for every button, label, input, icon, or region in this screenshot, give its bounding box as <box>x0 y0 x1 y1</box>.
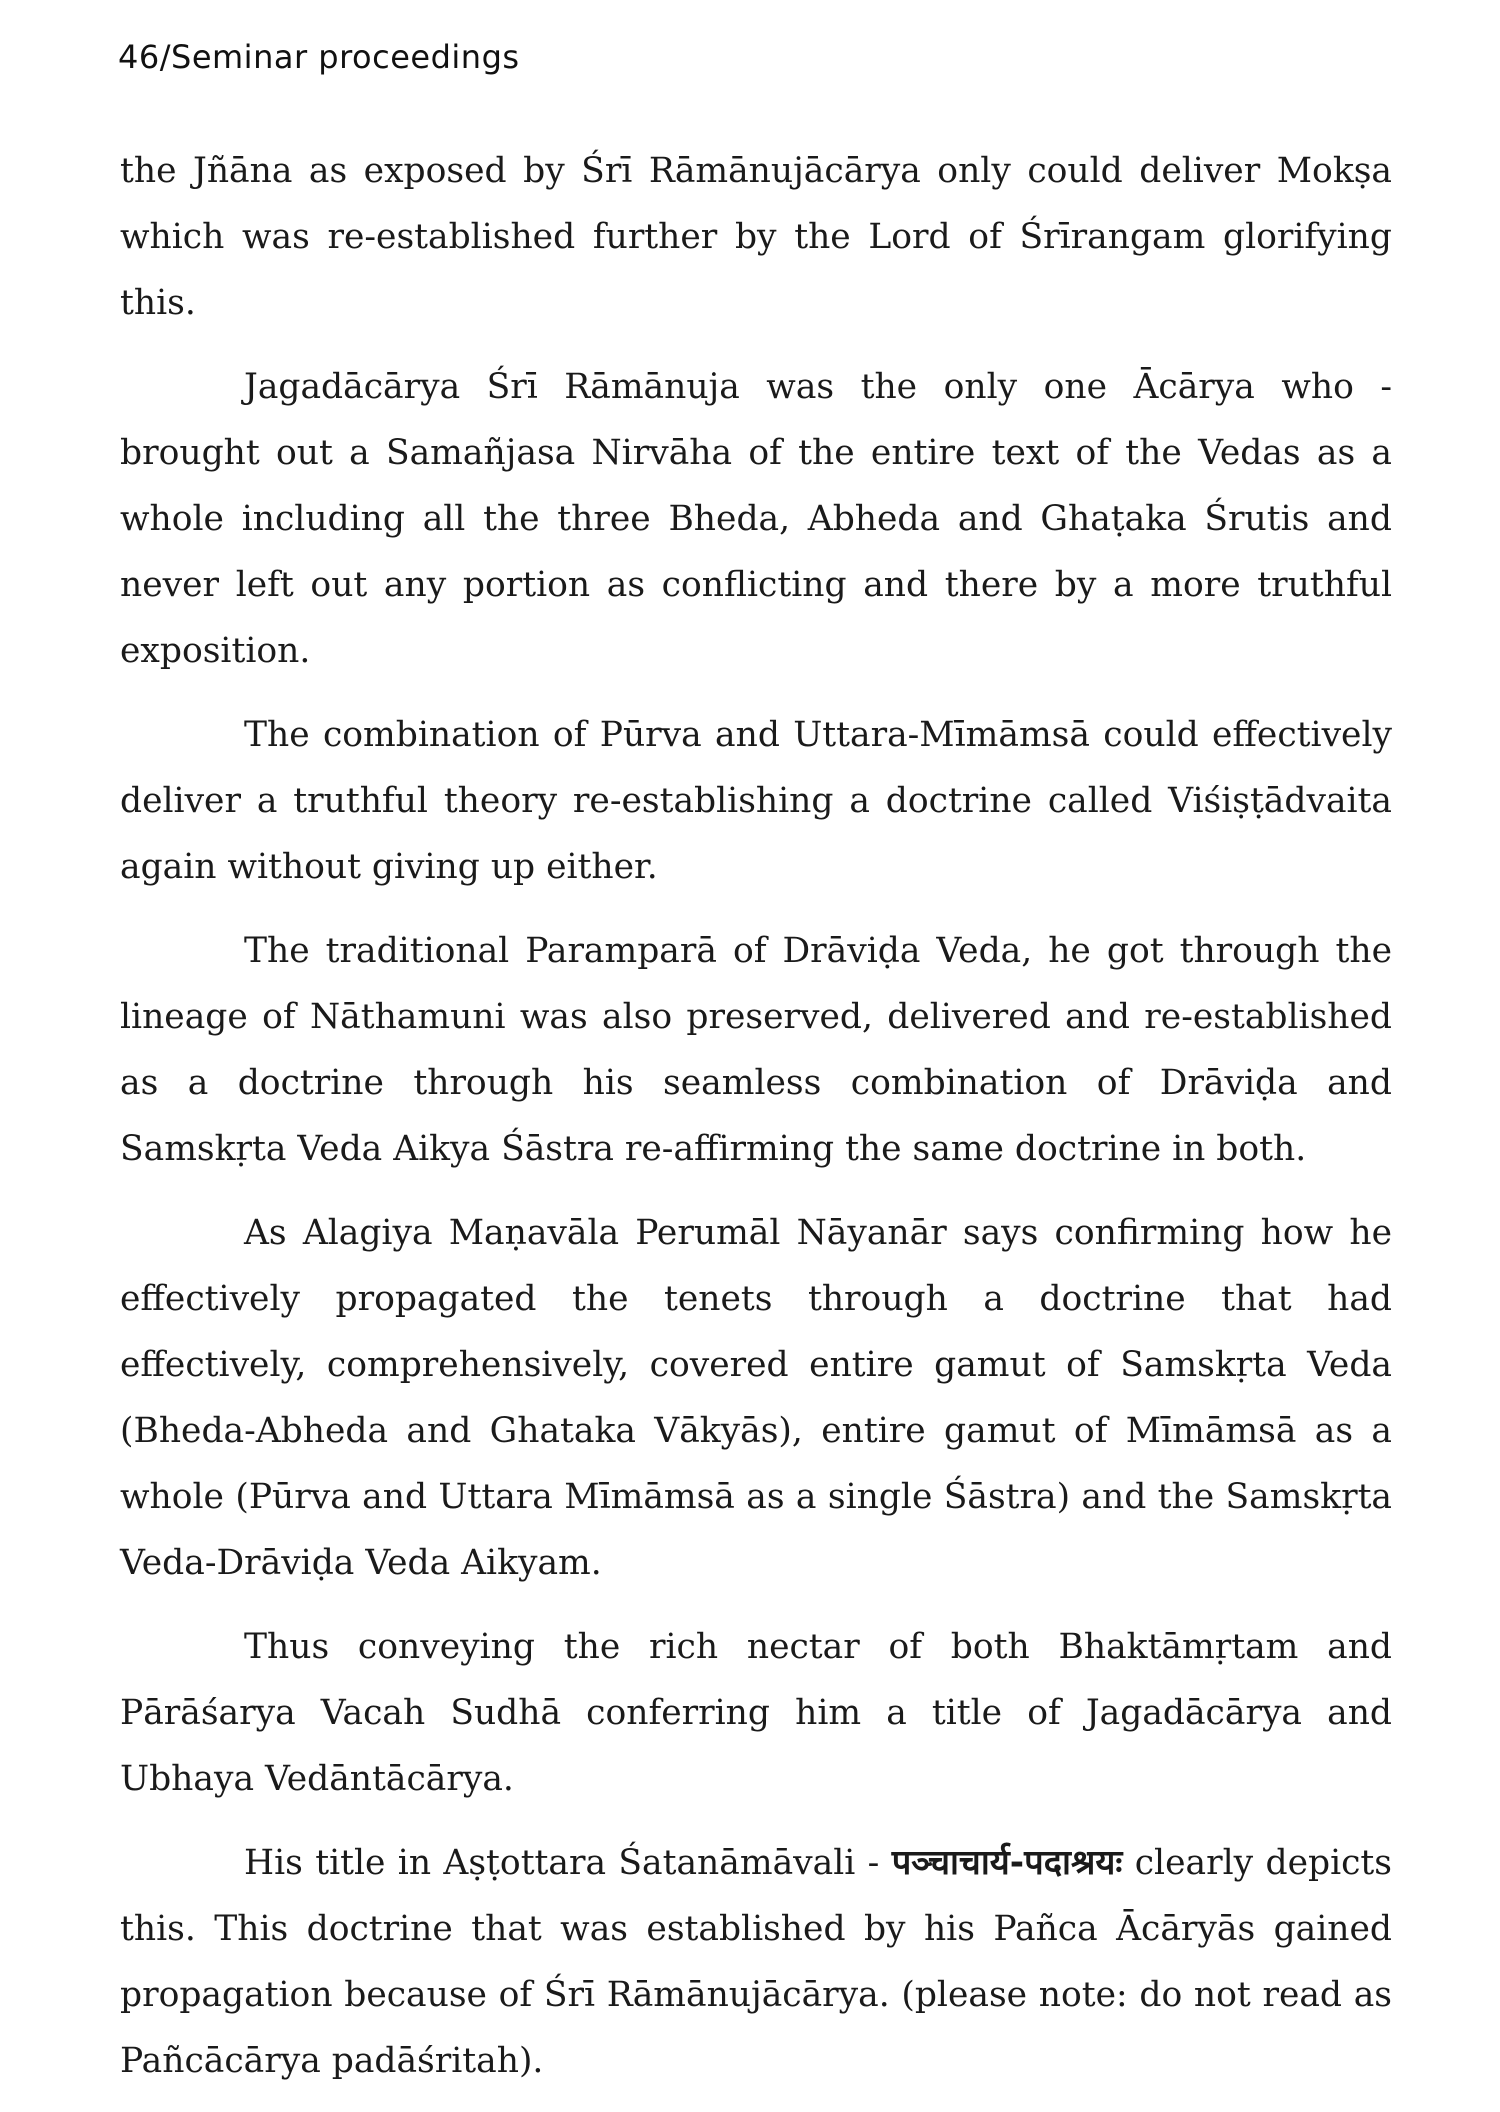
paragraph-6: Thus conveying the rich nectar of both Bhaktāmṛtam and Pārāśarya Vacah Sudhā conferring him a title of Jagadācārya and Ubhaya Vedāntācārya. <box>120 1627 1392 1799</box>
paragraph-4: The traditional Paramparā of Drāviḍa Veda, he got through the lineage of Nāthamuni was also preserved, delivered and re-established as a doctrine through his seamless combination of Drāviḍa and Samskṛta Veda Aikya Śāstra re-affirming the same doctrine in both. <box>120 931 1392 1169</box>
paragraph-5: As Alagiya Maṇavāla Perumāl Nāyanār says confirming how he effectively propagated the tenets through a doctrine that had effectively, comprehensively, covered entire gamut of Samskṛta Veda (Bheda-Abheda and Ghataka Vākyās), entire gamut of Mīmāmsā as a whole (Pūrva and Uttara Mīmāmsā as a single Śāstra) and the Samskṛta Veda-Drāviḍa Veda Aikyam. <box>120 1213 1392 1583</box>
paragraph-7-text-after: clearly depicts this. This doctrine that was established by his Pañca Ācāryās gained propagation because of Śrī Rāmānujācārya. (please note: do not read as Pañcācārya padāśritah). <box>120 1843 1392 2081</box>
running-head: 46/Seminar proceedings <box>118 38 520 76</box>
paragraph-2: Jagadācārya Śrī Rāmānuja was the only one Ācārya who - brought out a Samañjasa Nirvāha of the entire text of the Vedas as a whole including all the three Bheda, Abheda and Ghaṭaka Śrutis and never left out any portion as conflicting and there by a more truthful exposition. <box>120 367 1392 671</box>
paragraph-1: the Jñāna as exposed by Śrī Rāmānujācārya only could deliver Mokṣa which was re-established further by the Lord of Śrīrangam glorifying this. <box>120 151 1392 323</box>
paragraph-7 <box>120 1830 1392 2094</box>
paragraph-7-text-before: His title in Aṣṭottara Śatanāmāvali - <box>244 1843 892 1883</box>
paragraph-3: The combination of Pūrva and Uttara-Mīmāmsā could effectively deliver a truthful theory re-establishing a doctrine called Viśiṣṭādvaita again without giving up either. <box>120 715 1392 887</box>
body-text <box>120 138 1392 2112</box>
devanagari-title: पञ्चाचार्य-पदाश्रयः <box>891 1843 1123 1883</box>
